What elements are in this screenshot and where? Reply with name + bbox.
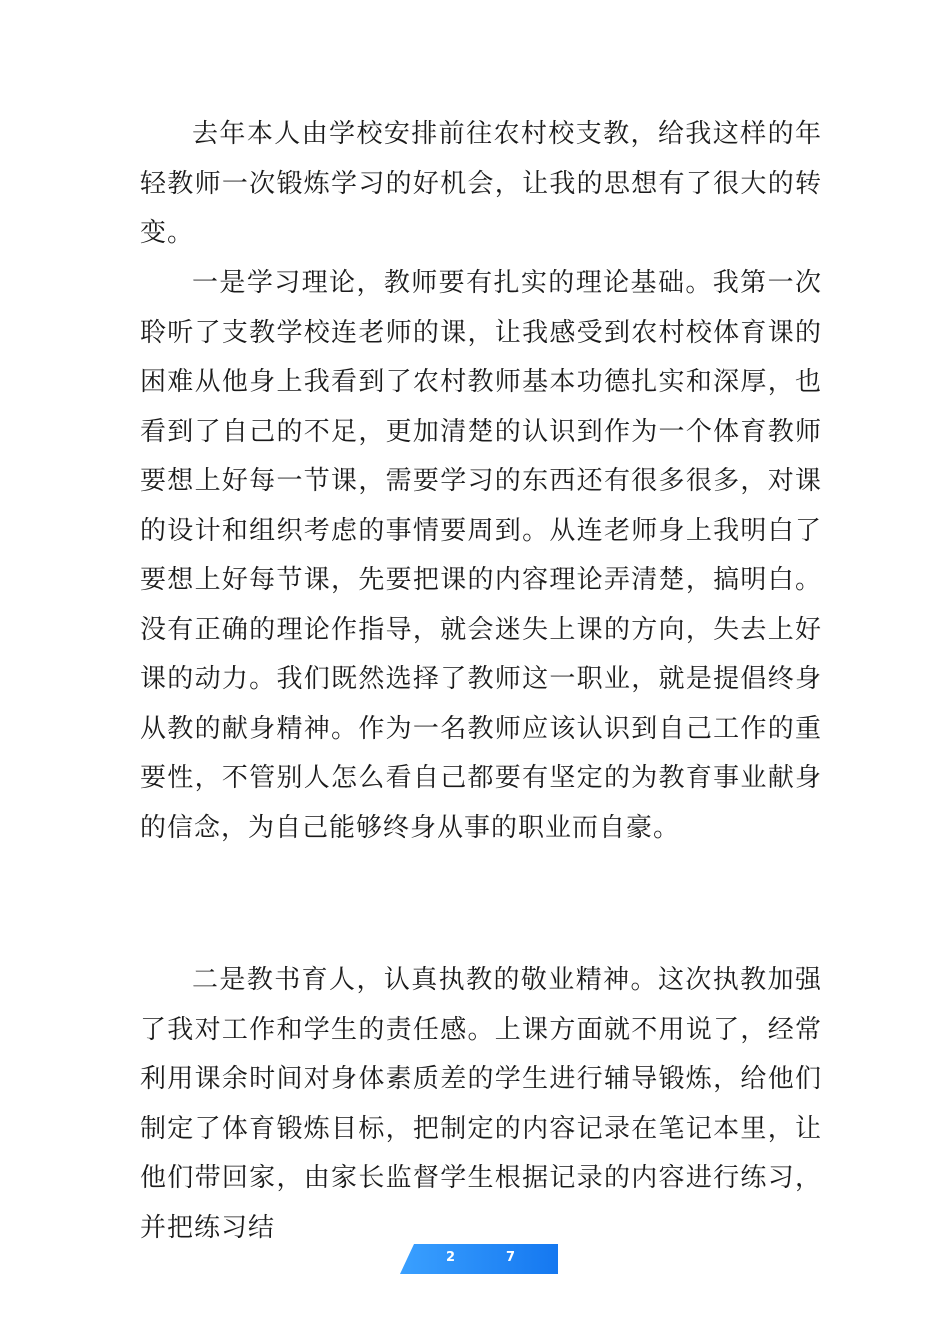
page-number-banner-icon bbox=[400, 1244, 558, 1274]
page-number-current: 2 bbox=[446, 1250, 456, 1265]
page-number-total: 7 bbox=[506, 1250, 516, 1265]
paragraph-theory: 一是学习理论，教师要有扎实的理论基础。我第一次聆听了支教学校连老师的课，让我感受到农村校体育课的困难从他身上我看到了农村教师基本功德扎实和深厚，也看到了自己的不足，更加清楚的认识到作为一个体育教师要想上好每一节课，需要学习的东西还有很多很多，对课的设计和组织考虑的事情要周到。从连老师身上我明白了要想上好每节课，先要把课的内容理论弄清楚，搞明白。没有正确的理论作指导，就会迷失上课的方向，失去上好课的动力。我们既然选择了教师这一职业，就是提倡终身从教的献身精神。作为一名教师应该认识到自己工作的重要性，不管别人怎么看自己都要有坚定的为教育事业献身的信念，为自己能够终身从事的职业而自豪。 bbox=[140, 268, 822, 843]
paragraph-intro: 去年本人由学校安排前往农村校支教，给我这样的年轻教师一次锻炼学习的好机会，让我的思想有了很大的转变。 bbox=[140, 119, 822, 248]
page-footer bbox=[400, 1244, 558, 1274]
paragraph-teaching: 二是教书育人，认真执教的敬业精神。这次执教加强了我对工作和学生的责任感。上课方面就不用说了，经常利用课余时间对身体素质差的学生进行辅导锻炼，给他们制定了体育锻炼目标，把制定的内容记录在笔记本里，让他们带回家，由家长监督学生根据记录的内容进行练习，并把练习结 bbox=[140, 965, 822, 1243]
